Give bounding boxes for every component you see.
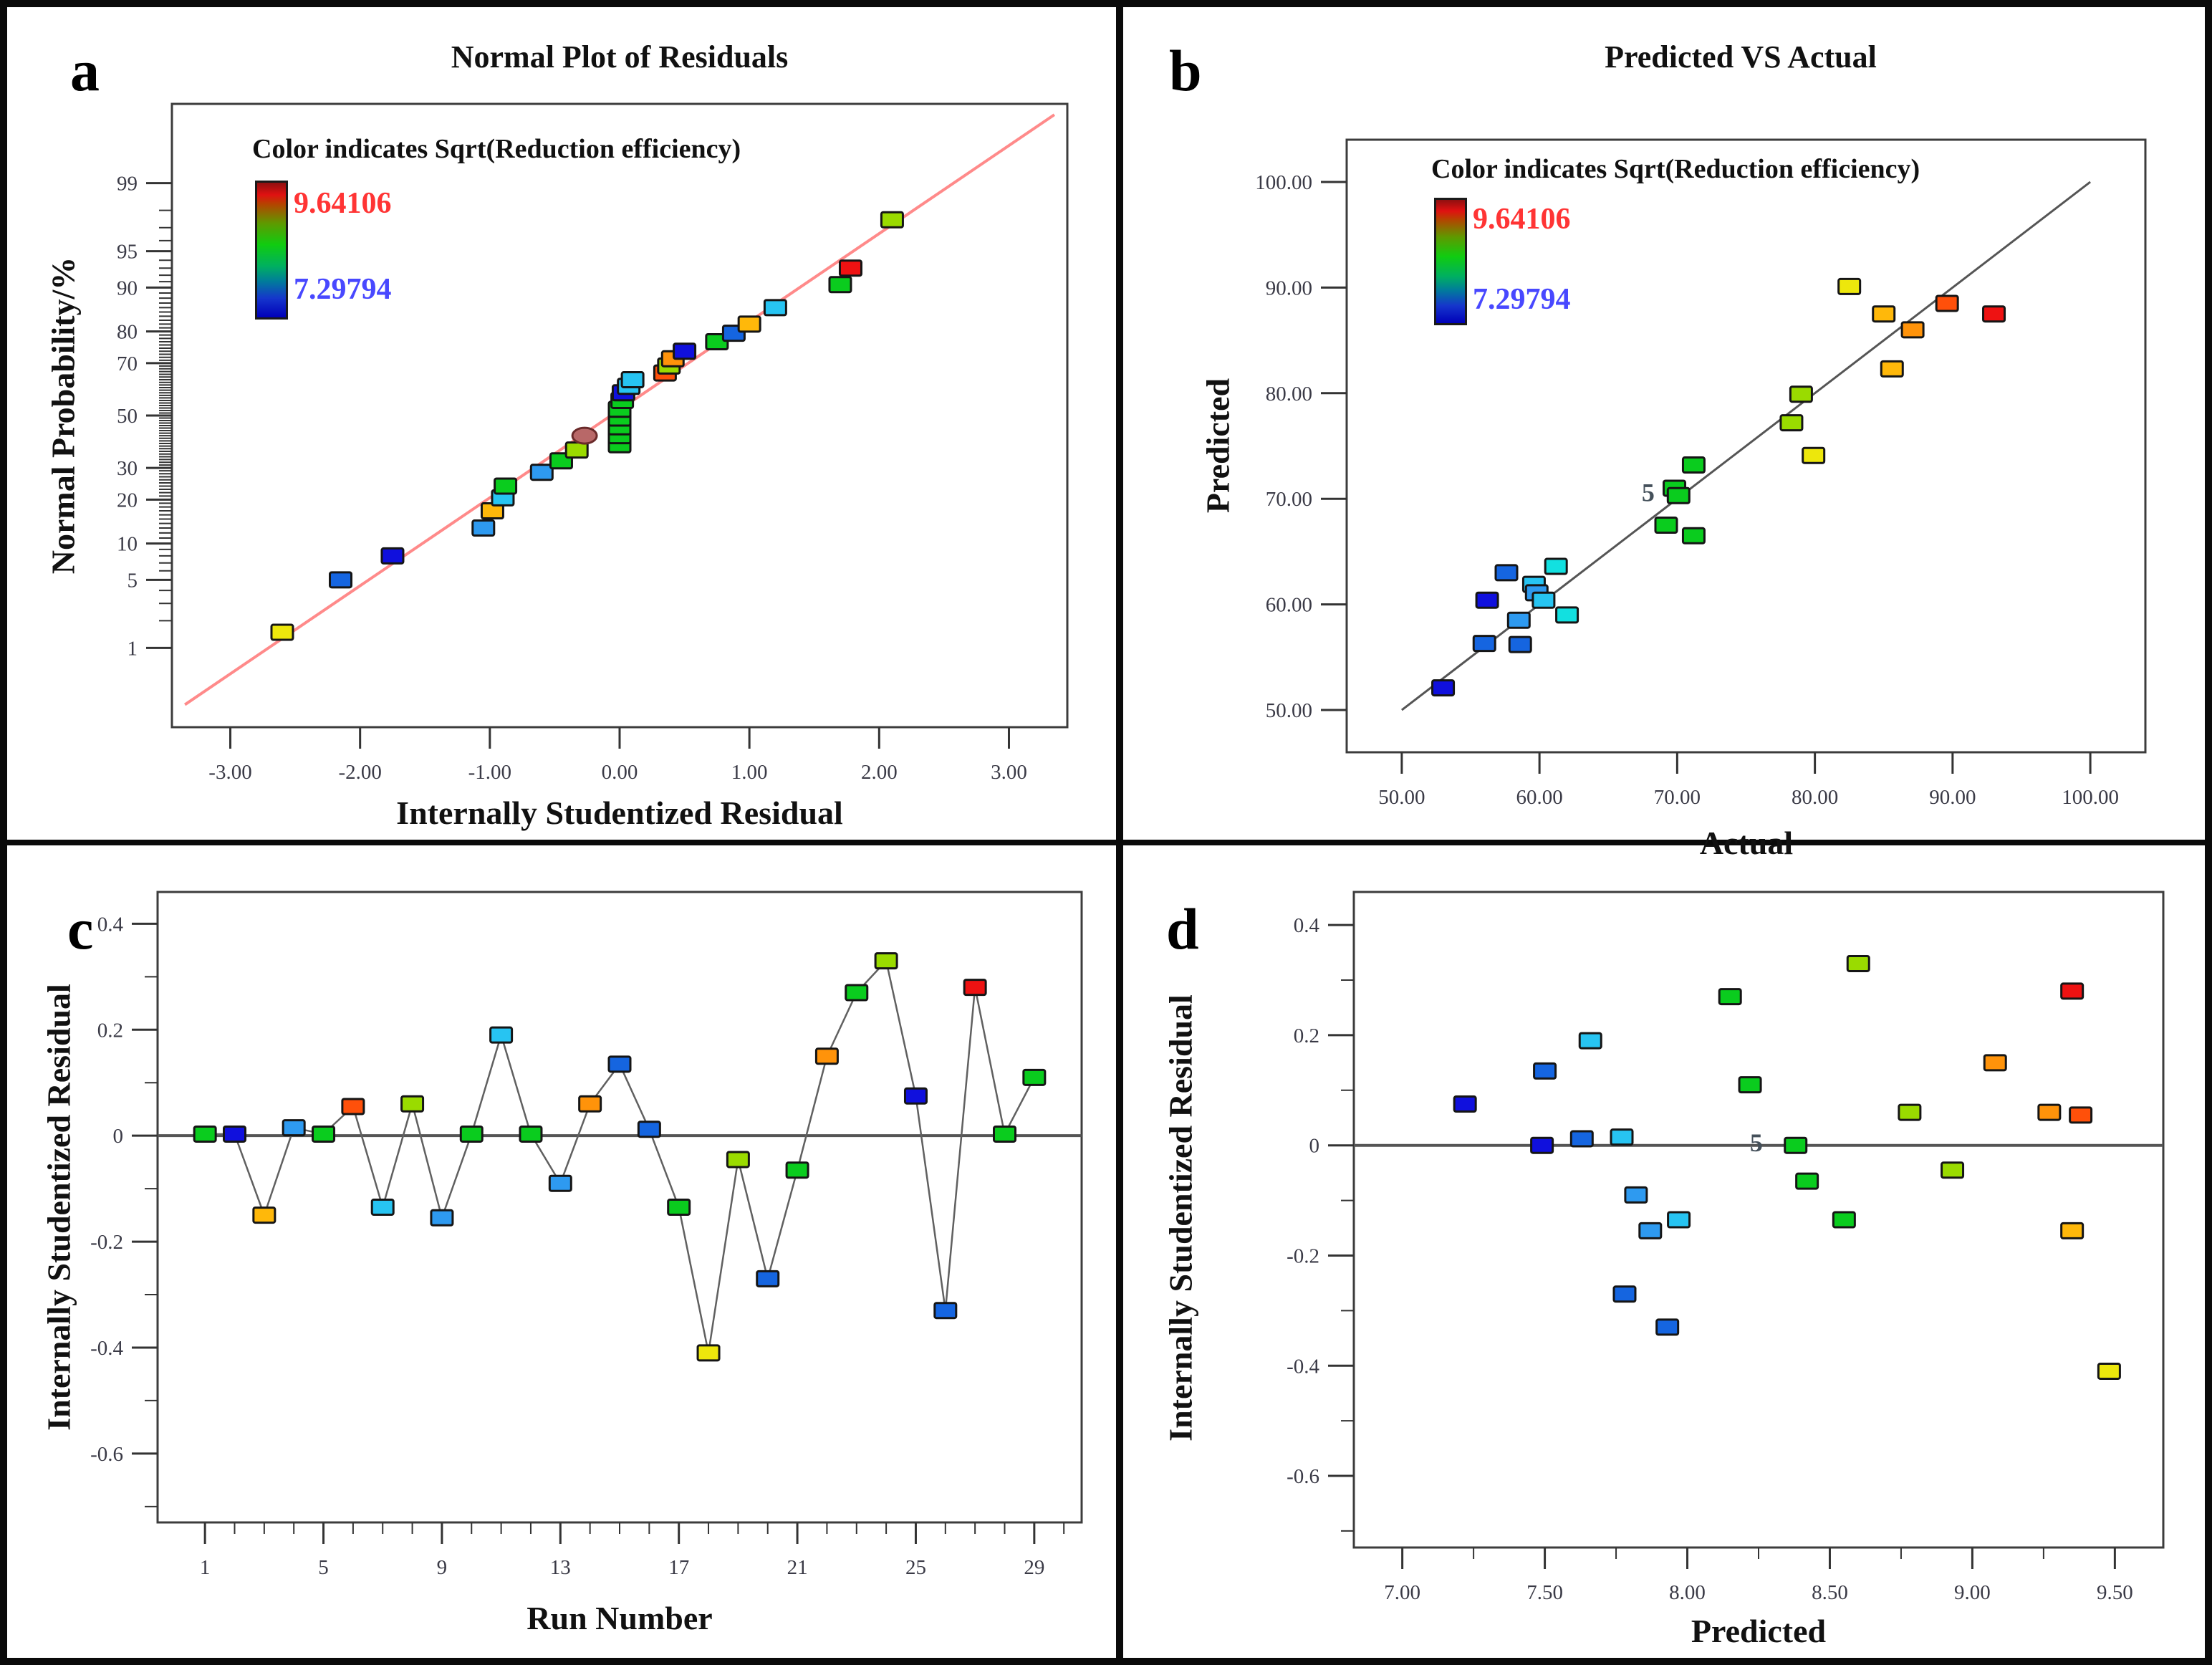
- y-tick-label: 90.00: [1265, 277, 1312, 300]
- data-point-ellipse: [572, 428, 597, 443]
- panel-b-title: Predicted VS Actual: [1605, 39, 1877, 75]
- data-point: [638, 1122, 660, 1137]
- data-point: [1881, 361, 1903, 376]
- y-tick-label: 20: [117, 489, 138, 512]
- data-point: [674, 344, 696, 359]
- data-point: [1803, 448, 1824, 463]
- data-point: [1545, 559, 1567, 574]
- data-point: [531, 465, 552, 480]
- data-point: [881, 212, 903, 227]
- data-point: [1847, 956, 1869, 971]
- y-tick-label: 10: [117, 532, 138, 556]
- x-tick-label: 29: [1024, 1556, 1045, 1579]
- panel-a-letter: a: [70, 38, 100, 103]
- x-tick-label: 8.00: [1669, 1581, 1706, 1604]
- data-point: [816, 1049, 837, 1064]
- data-point: [846, 985, 867, 1000]
- y-tick-label: 80: [117, 320, 138, 344]
- x-tick-label: -2.00: [338, 761, 382, 784]
- panel-c-letter: c: [67, 896, 94, 961]
- data-point: [2062, 1223, 2083, 1238]
- y-tick-label: 0.2: [97, 1019, 123, 1042]
- panel-a-legend-title: Color indicates Sqrt(Reduction efficiency): [252, 134, 741, 164]
- x-tick-label: 60.00: [1516, 786, 1563, 809]
- panel-b-colorbar: [1434, 198, 1467, 325]
- data-point: [787, 1163, 808, 1178]
- x-tick-label: 3.00: [991, 761, 1027, 784]
- data-point: [520, 1126, 542, 1141]
- data-point: [283, 1121, 304, 1136]
- data-point: [1797, 1174, 1818, 1189]
- data-point: [1899, 1105, 1920, 1120]
- x-tick-label: 100.00: [2062, 786, 2119, 809]
- y-tick-label: 0: [112, 1125, 123, 1148]
- panel-d-xaxis-label: Predicted: [1691, 1613, 1827, 1649]
- panel-b-yaxis-label: Predicted: [1199, 378, 1236, 514]
- panel-b-legend-max: 9.64106: [1473, 203, 1571, 236]
- data-point: [271, 625, 293, 640]
- y-tick-label: -0.6: [90, 1442, 123, 1466]
- data-point: [1024, 1070, 1045, 1085]
- x-tick-label: 5: [318, 1556, 329, 1579]
- data-point: [1509, 637, 1531, 652]
- data-point: [1790, 387, 1812, 402]
- y-tick-label: 0.4: [97, 913, 123, 936]
- panel-c-xaxis-label: Run Number: [526, 1600, 713, 1636]
- data-point: [342, 1099, 364, 1114]
- data-point: [1833, 1212, 1855, 1227]
- x-tick-label: 25: [905, 1556, 926, 1579]
- data-point: [1942, 1163, 1963, 1178]
- data-point: [1655, 518, 1677, 533]
- data-point: [1476, 592, 1498, 608]
- data-point: [875, 954, 897, 969]
- data-point: [1983, 307, 2005, 322]
- panel-b-plot: [1255, 140, 2145, 809]
- panel-b-xaxis-label: Actual: [1699, 825, 1794, 861]
- data-point: [1433, 681, 1454, 696]
- x-tick-label: -1.00: [468, 761, 512, 784]
- y-tick-label: 100.00: [1255, 171, 1312, 194]
- vertical-divider: [1116, 7, 1123, 1665]
- data-point: [668, 1200, 690, 1215]
- data-point: [1668, 1212, 1690, 1227]
- x-tick-label: 7.00: [1384, 1581, 1421, 1604]
- data-point: [473, 521, 494, 536]
- y-tick-label: 95: [117, 240, 138, 264]
- panel-b-legend-title: Color indicates Sqrt(Reduction efficiency): [1431, 154, 1920, 184]
- data-point: [402, 1096, 423, 1111]
- y-tick-label: 0.4: [1293, 914, 1319, 938]
- horizontal-divider: [7, 840, 2212, 845]
- panel-a-legend-min: 7.29794: [294, 273, 392, 306]
- data-point: [964, 980, 986, 995]
- x-tick-label: 90.00: [1929, 786, 1976, 809]
- data-point: [1781, 416, 1802, 431]
- data-point: [495, 479, 516, 494]
- data-point: [1625, 1187, 1647, 1202]
- data-point: [1533, 592, 1554, 608]
- data-point: [1640, 1223, 1661, 1238]
- x-tick-label: 21: [787, 1556, 808, 1579]
- data-point: [1473, 636, 1495, 651]
- x-tick-label: 2.00: [860, 761, 898, 784]
- panel-c-yaxis-label: Internally Studentized Residual: [40, 984, 77, 1431]
- data-point: [698, 1345, 719, 1361]
- y-tick-label: 0: [1309, 1134, 1319, 1158]
- panel-a-legend-max: 9.64106: [294, 187, 392, 220]
- data-point: [431, 1210, 453, 1225]
- plots-svg: [7, 7, 2212, 1665]
- data-point: [994, 1126, 1016, 1141]
- panel-a-colorbar: [255, 181, 288, 320]
- y-tick-label: 80.00: [1265, 382, 1312, 406]
- data-point: [757, 1271, 779, 1286]
- panel-d-letter: d: [1166, 896, 1199, 961]
- x-tick-label: 0.00: [601, 761, 638, 784]
- y-tick-label: 70.00: [1265, 488, 1312, 512]
- data-point: [1873, 307, 1895, 322]
- data-point: [224, 1126, 246, 1141]
- y-tick-label: -0.4: [1287, 1355, 1319, 1378]
- data-point: [549, 1176, 571, 1191]
- data-point: [1902, 322, 1923, 337]
- panel-b-letter: b: [1169, 38, 1202, 103]
- x-tick-label: -3.00: [208, 761, 252, 784]
- y-tick-label: -0.2: [90, 1231, 123, 1254]
- y-tick-label: -0.6: [1287, 1465, 1319, 1489]
- x-tick-label: 13: [549, 1556, 571, 1579]
- data-point: [1531, 1138, 1553, 1153]
- data-point: [1785, 1138, 1807, 1153]
- data-point: [830, 277, 851, 292]
- data-point: [1508, 613, 1529, 628]
- x-tick-label: 7.50: [1526, 1581, 1563, 1604]
- y-tick-label: -0.4: [90, 1336, 123, 1360]
- data-point: [372, 1200, 393, 1215]
- data-point: [313, 1126, 335, 1141]
- data-point: [1936, 296, 1958, 311]
- data-point: [491, 1027, 512, 1042]
- data-point: [739, 317, 760, 332]
- data-point: [935, 1303, 956, 1318]
- y-tick-label: 90: [117, 277, 138, 300]
- data-point: [330, 572, 352, 587]
- y-tick-label: 1: [127, 637, 138, 661]
- data-point: [1496, 565, 1517, 580]
- y-tick-label: 50: [117, 405, 138, 428]
- y-tick-label: -0.2: [1287, 1244, 1319, 1268]
- data-point: [1534, 1063, 1556, 1078]
- data-point: [1683, 458, 1704, 473]
- data-point: [764, 300, 786, 315]
- data-point: [622, 373, 643, 388]
- x-tick-label: 1: [199, 1556, 211, 1579]
- data-point: [2070, 1108, 2092, 1123]
- x-tick-label: 9: [436, 1556, 448, 1579]
- data-point: [1614, 1287, 1635, 1302]
- panel-d-plot: [1287, 892, 2163, 1604]
- y-tick-label: 50.00: [1265, 699, 1312, 723]
- data-point: [1739, 1078, 1761, 1093]
- x-tick-label: 9.00: [1954, 1581, 1991, 1604]
- data-point: [580, 1096, 601, 1111]
- data-point: [1839, 279, 1860, 294]
- data-point: [1984, 1055, 2006, 1070]
- y-tick-label: 0.2: [1293, 1024, 1319, 1047]
- data-point: [1579, 1033, 1601, 1048]
- data-point: [727, 1152, 749, 1167]
- data-point: [461, 1126, 482, 1141]
- panel-c-plot: [90, 892, 1082, 1579]
- x-tick-label: 1.00: [731, 761, 768, 784]
- data-point: [905, 1088, 926, 1103]
- data-point: [840, 261, 861, 276]
- data-point: [1719, 989, 1741, 1004]
- y-tick-label: 30: [117, 457, 138, 481]
- data-point: [2098, 1363, 2120, 1378]
- data-point: [566, 443, 587, 458]
- data-point: [1657, 1320, 1678, 1335]
- data-point: [254, 1208, 275, 1223]
- panel-b-legend-min: 7.29794: [1473, 283, 1571, 316]
- data-point: [1668, 488, 1689, 503]
- x-tick-label: 9.50: [2096, 1581, 2133, 1604]
- panel-a-yaxis-label: Normal Probability/%: [44, 256, 82, 575]
- y-tick-label: 60.00: [1265, 593, 1312, 617]
- x-tick-label: 17: [668, 1556, 690, 1579]
- x-tick-label: 80.00: [1791, 786, 1839, 809]
- overlap-count-label: 5: [1641, 478, 1655, 507]
- panel-d-yaxis-label: Internally Studentized Residual: [1162, 994, 1199, 1441]
- x-tick-label: 8.50: [1812, 1581, 1848, 1604]
- data-point: [1571, 1131, 1592, 1146]
- data-point: [1454, 1097, 1476, 1112]
- panel-a-title: Normal Plot of Residuals: [451, 39, 789, 75]
- y-tick-label: 99: [117, 172, 138, 196]
- y-tick-label: 70: [117, 352, 138, 375]
- data-point: [1557, 608, 1578, 623]
- data-point: [194, 1126, 216, 1141]
- data-point: [1611, 1130, 1632, 1145]
- y-tick-label: 5: [127, 569, 138, 592]
- data-point: [609, 1057, 630, 1072]
- data-point: [382, 548, 403, 563]
- overlap-count-label: 5: [1749, 1128, 1763, 1157]
- data-point: [1683, 528, 1704, 543]
- data-point: [2039, 1105, 2060, 1120]
- x-tick-label: 70.00: [1653, 786, 1701, 809]
- x-tick-label: 50.00: [1378, 786, 1425, 809]
- data-point: [2062, 984, 2083, 999]
- panel-a-xaxis-label: Internally Studentized Residual: [396, 795, 843, 831]
